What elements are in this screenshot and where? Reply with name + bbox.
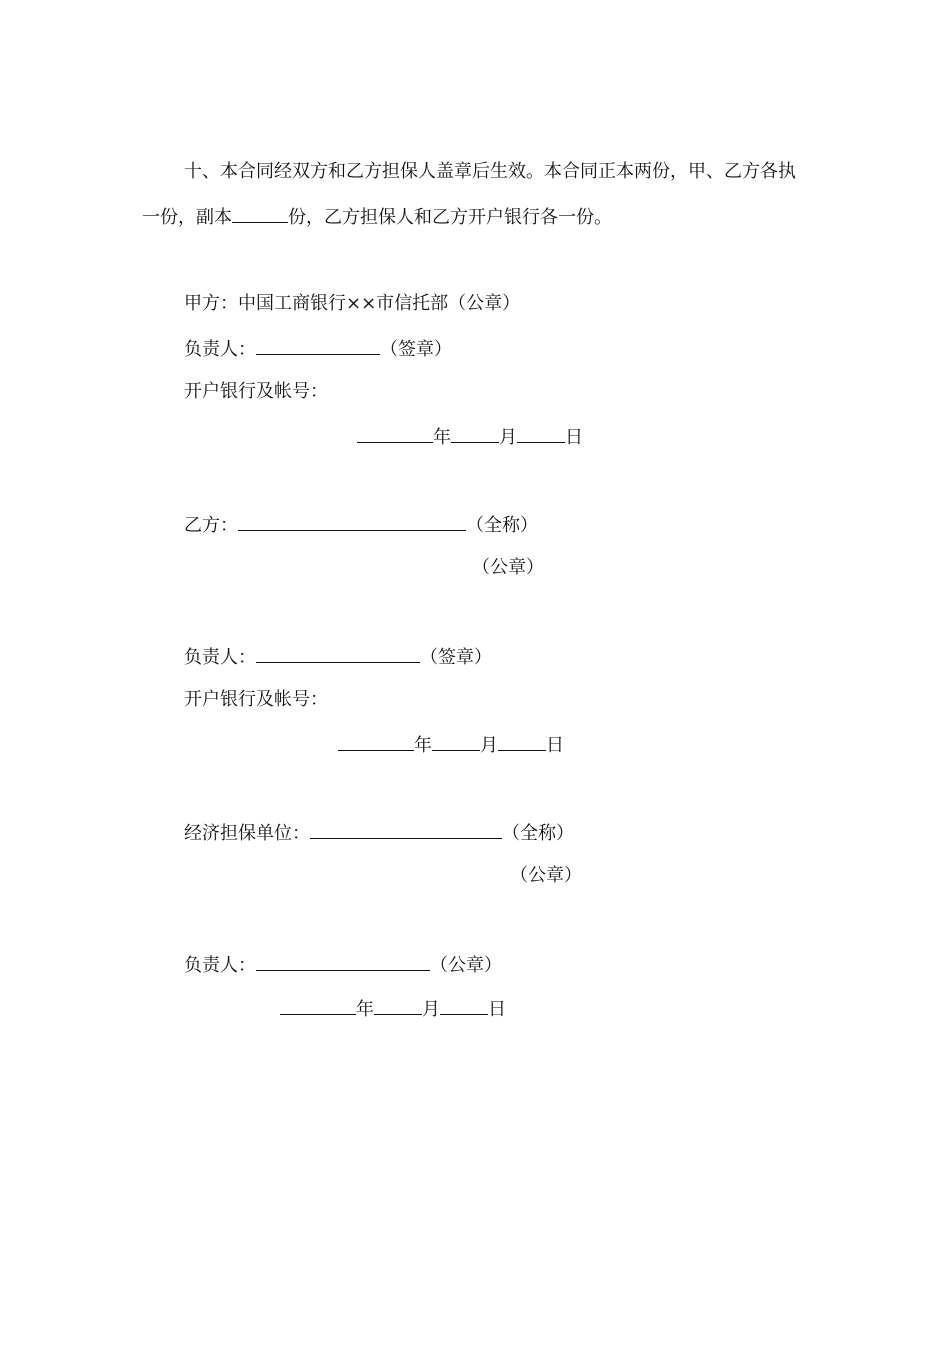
party-b-rep-note: （签章）	[420, 647, 492, 668]
clause-line-1	[184, 160, 796, 184]
clause-line-2	[142, 204, 612, 228]
party-a-rep-label: 负责人：	[184, 339, 256, 360]
guarantor-rep-label: 负责人：	[184, 955, 256, 976]
party-b-seal-note: （公章）	[472, 557, 544, 578]
party-b-date-line	[338, 732, 564, 756]
guarantor-rep-blank	[256, 952, 430, 971]
guarantor-rep-note: （公章）	[430, 955, 502, 976]
party-b-name-blank	[238, 512, 466, 531]
party-a-bank-line	[184, 380, 328, 404]
party-a-rep-line	[184, 336, 452, 360]
party-a-day-blank	[517, 424, 565, 443]
guarantor-year-blank	[280, 996, 356, 1015]
party-b-line	[184, 512, 538, 536]
guarantor-month-blank	[374, 996, 422, 1015]
party-b-seal-line	[472, 556, 544, 580]
clause-text-1: 十、本合同经双方和乙方担保人盖章后生效。本合同正本两份，甲、乙方各执	[184, 161, 796, 182]
clause-text-2a: 一份，副本	[142, 207, 232, 228]
party-a-date-line	[357, 424, 583, 448]
guarantor-month-label: 月	[422, 999, 440, 1020]
guarantor-line	[184, 820, 574, 844]
party-b-bank-line	[184, 688, 328, 712]
party-b-year-blank	[338, 732, 414, 751]
guarantor-seal-line	[510, 864, 582, 888]
party-a-year-label: 年	[433, 427, 451, 448]
party-b-fullname-note: （全称）	[466, 515, 538, 536]
guarantor-name-blank	[310, 820, 502, 839]
party-a-month-label: 月	[499, 427, 517, 448]
clause-text-2b: 份，乙方担保人和乙方开户银行各一份。	[288, 207, 612, 228]
copies-blank	[232, 204, 288, 223]
party-b-rep-label: 负责人：	[184, 647, 256, 668]
party-b-rep-blank	[256, 644, 420, 663]
guarantor-day-blank	[440, 996, 488, 1015]
guarantor-fullname-note: （全称）	[502, 823, 574, 844]
guarantor-seal-note: （公章）	[510, 865, 582, 886]
guarantor-date-line	[280, 996, 506, 1020]
guarantor-year-label: 年	[356, 999, 374, 1020]
party-b-day-blank	[498, 732, 546, 751]
party-a-line	[184, 292, 520, 316]
party-a-year-blank	[357, 424, 433, 443]
party-b-month-label: 月	[480, 735, 498, 756]
party-b-month-blank	[432, 732, 480, 751]
party-b-rep-line	[184, 644, 492, 668]
party-a-rep-note: （签章）	[380, 339, 452, 360]
party-a-bank-label: 开户银行及帐号：	[184, 381, 328, 402]
party-a-month-blank	[451, 424, 499, 443]
party-b-label: 乙方：	[184, 515, 238, 536]
party-b-bank-label: 开户银行及帐号：	[184, 689, 328, 710]
party-b-year-label: 年	[414, 735, 432, 756]
guarantor-label: 经济担保单位：	[184, 823, 310, 844]
party-a-rep-blank	[256, 336, 380, 355]
guarantor-day-label: 日	[488, 999, 506, 1020]
party-a-day-label: 日	[565, 427, 583, 448]
party-a-label: 甲方：中国工商银行××市信托部（公章）	[184, 293, 521, 314]
guarantor-rep-line	[184, 952, 502, 976]
party-b-day-label: 日	[546, 735, 564, 756]
